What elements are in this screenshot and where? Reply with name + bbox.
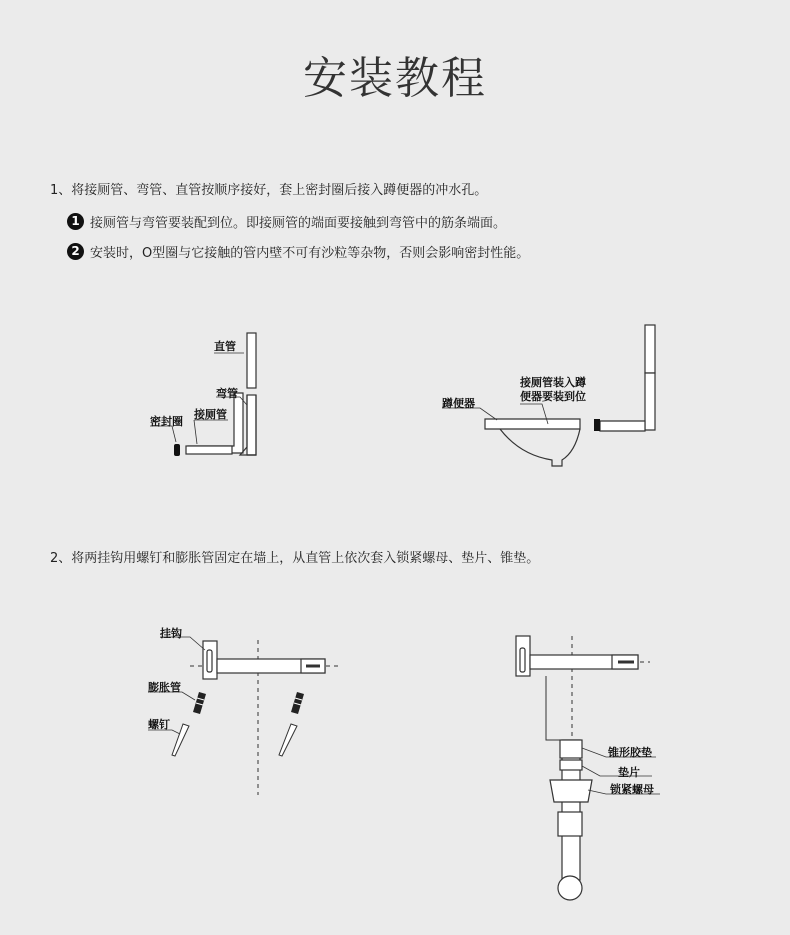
expansion-tube-drawing — [193, 692, 206, 714]
install-note-line-1: 接厕管装入蹲 — [520, 376, 586, 389]
washer-drawing — [560, 760, 582, 770]
note-text: 安装时，O型圈与它接触的管内壁不可有沙粒等杂物，否则会影响密封性能。 — [90, 246, 530, 261]
page-title: 安装教程 — [303, 53, 487, 104]
label-cone-gasket: 锥形胶垫 — [608, 746, 652, 759]
label-straight-pipe: 直管 — [214, 340, 236, 353]
elbow-vertical-drawing — [247, 395, 256, 455]
label-install-note — [520, 376, 586, 404]
squat-toilet-bowl-drawing — [500, 429, 580, 466]
pipe-end-drawing — [558, 876, 582, 900]
straight-pipe-drawing — [247, 333, 256, 388]
seal-ring-drawing — [174, 444, 180, 456]
lock-nut-drawing — [550, 780, 592, 802]
cone-gasket-drawing — [560, 740, 582, 758]
label-elbow: 弯管 — [216, 387, 238, 400]
label-squat-toilet: 蹲便器 — [442, 397, 475, 410]
label-toilet-pipe: 接厕管 — [194, 408, 227, 421]
label-screw: 螺钉 — [148, 718, 170, 731]
vertical-pipe-drawing — [645, 325, 655, 373]
label-lock-nut: 锁紧螺母 — [610, 783, 654, 796]
toilet-pipe-drawing — [186, 446, 232, 454]
step-1-text: 1、将接厕管、弯管、直管按顺序接好，套上密封圈后接入蹲便器的冲水孔。 — [50, 183, 488, 198]
elbow-drawing — [188, 393, 243, 453]
label-seal-ring: 密封圈 — [150, 415, 183, 428]
install-note-line-2: 便器要装到位 — [520, 390, 586, 403]
note-number-badge: 1 — [67, 213, 84, 230]
label-washer: 垫片 — [618, 766, 640, 779]
label-expansion-tube: 膨胀管 — [148, 681, 181, 694]
squat-toilet-rim-drawing — [485, 419, 580, 429]
step-2-text: 2、将两挂钩用螺钉和膨胀管固定在墙上，从直管上依次套入锁紧螺母、垫片、锥垫。 — [50, 551, 540, 566]
note-text: 接厕管与弯管要装配到位。即接厕管的端面要接触到弯管中的筋条端面。 — [90, 216, 507, 231]
label-hook: 挂钩 — [160, 627, 182, 640]
screw-drawing — [172, 724, 189, 756]
note-number-badge: 2 — [67, 243, 84, 260]
